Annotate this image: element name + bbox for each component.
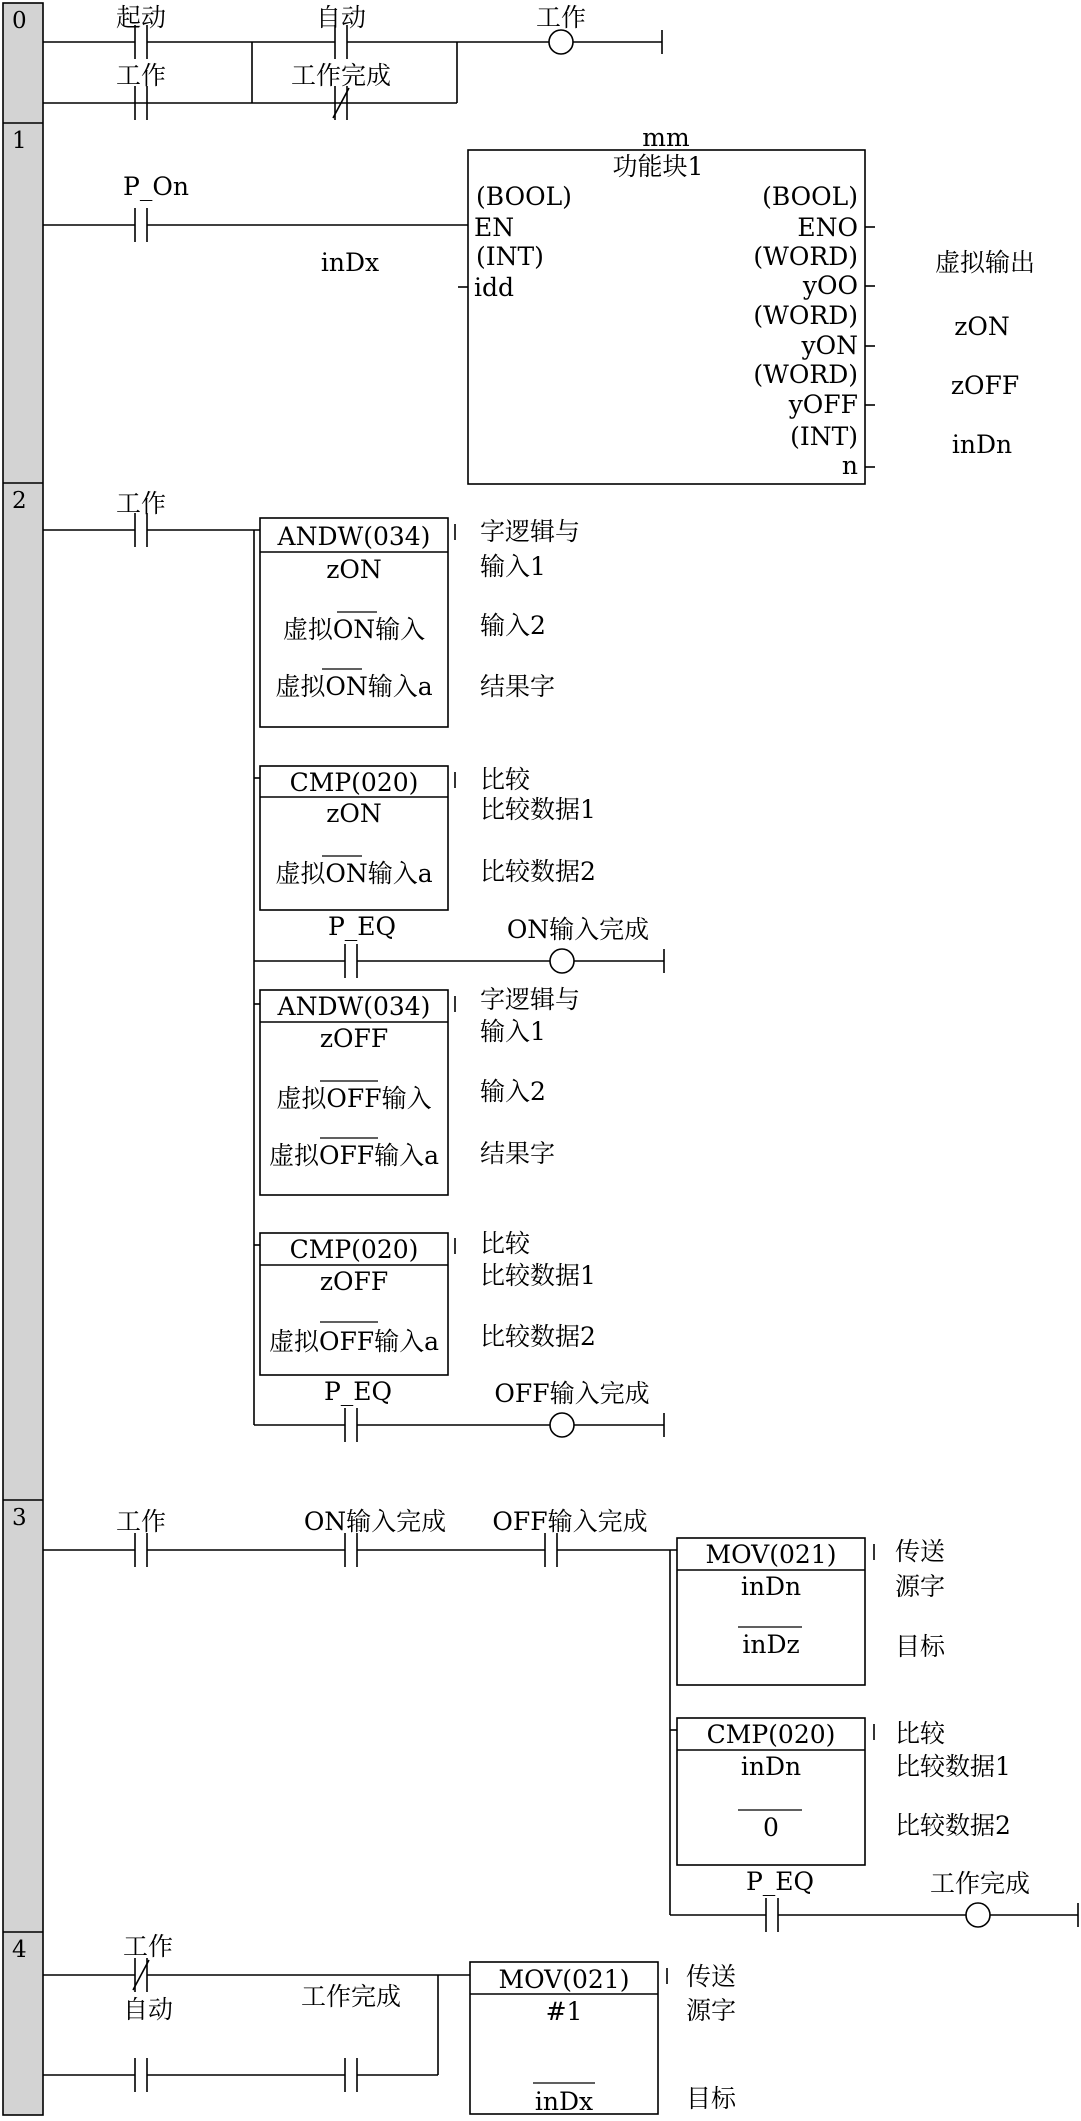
block-cmp-3-note-1: 比较数据1 — [895, 1752, 1011, 1781]
label-work-r3: 工作 — [115, 1507, 167, 1536]
label-p-on: P_On — [123, 172, 189, 201]
block-andw-1-name: ANDW(034) — [277, 522, 431, 551]
block-cmp-3-note-2: 比较数据2 — [895, 1811, 1011, 1840]
fb-name: 功能块1 — [612, 152, 704, 181]
fb-out-yoff: yOFF — [788, 390, 858, 419]
block-cmp-2-op-1: zOFF — [319, 1267, 389, 1296]
fb-out-yoo: yOO — [802, 271, 858, 300]
fb-out-type-n: (INT) — [790, 422, 858, 451]
block-andw-2-note-2: 输入2 — [480, 1077, 546, 1106]
coil-work-done — [966, 1903, 990, 1927]
block-andw-2-op-3: 虚拟OFF输入a — [268, 1141, 440, 1170]
fb-out-type-yoff: (WORD) — [753, 360, 858, 389]
label-work-done-r4: 工作完成 — [300, 1982, 402, 2011]
rung-number-0: 0 — [12, 8, 27, 34]
block-andw-2-name: ANDW(034) — [277, 992, 431, 1021]
block-mov-1-op-2: inDz — [742, 1630, 800, 1659]
label-coil-work-done: 工作完成 — [929, 1869, 1031, 1898]
block-andw-1-note-2: 输入2 — [480, 611, 546, 640]
label-work-seal: 工作 — [115, 61, 167, 90]
block-cmp-2-op-2: 虚拟OFF输入a — [268, 1327, 440, 1356]
fb-output-var-2: zOFF — [950, 371, 1020, 400]
label-work-done: 工作完成 — [290, 61, 392, 90]
block-cmp-3-name: CMP(020) — [706, 1720, 836, 1749]
block-mov-1-note-2: 目标 — [895, 1632, 946, 1661]
block-andw-2-note-1: 输入1 — [480, 1017, 546, 1046]
label-off-input-done-r3: OFF输入完成 — [492, 1507, 648, 1536]
label-p-eq-3: P_EQ — [745, 1867, 815, 1896]
block-mov-2-op-1: #1 — [545, 1997, 583, 2026]
label-auto-r4: 自动 — [122, 1995, 174, 2024]
block-cmp-1-op-2: 虚拟ON输入a — [275, 859, 433, 888]
fb-out-type-yon: (WORD) — [753, 301, 858, 330]
fb-out-yon: yON — [801, 331, 858, 360]
fb-in-en: EN — [474, 213, 515, 242]
fb-out-type-yoo: (WORD) — [753, 242, 858, 271]
block-mov-2-name: MOV(021) — [498, 1965, 630, 1994]
rung-number-3: 3 — [12, 1505, 27, 1531]
label-p-eq-2: P_EQ — [323, 1377, 393, 1406]
fb-out-eno: ENO — [797, 213, 858, 242]
block-andw-2-op-2: 虚拟OFF输入 — [276, 1084, 432, 1113]
label-coil-work: 工作 — [535, 3, 587, 32]
rung-number-4: 4 — [12, 1937, 27, 1963]
label-on-input-done-r3: ON输入完成 — [303, 1507, 447, 1536]
fb-in-idd: idd — [474, 273, 515, 302]
block-cmp-3-function: 比较 — [895, 1719, 946, 1748]
block-mov-2-function: 传送 — [686, 1962, 737, 1991]
block-mov-2-note-2: 目标 — [686, 2084, 737, 2113]
fb-in-type-idd: (INT) — [476, 242, 544, 271]
block-andw-1-note-1: 输入1 — [480, 552, 546, 581]
fb-out-type-eno: (BOOL) — [762, 182, 858, 211]
block-mov-2-note-1: 源字 — [686, 1996, 737, 2025]
coil-off-input-done — [550, 1413, 574, 1437]
fb-output-var-3: inDn — [951, 430, 1013, 459]
rung-number-1: 1 — [12, 128, 27, 154]
label-auto: 自动 — [315, 3, 367, 32]
block-mov-1-op-1: inDn — [740, 1572, 802, 1601]
label-work-r2: 工作 — [115, 489, 167, 518]
block-mov-1-function: 传送 — [895, 1537, 946, 1566]
block-andw-1-op-2: 虚拟ON输入 — [282, 615, 426, 644]
block-andw-1-note-3: 结果字 — [480, 672, 556, 701]
block-andw-2-note-3: 结果字 — [480, 1139, 556, 1168]
fb-input-var: inDx — [320, 248, 380, 277]
block-mov-2-op-2: inDx — [534, 2087, 594, 2116]
block-mov-1-name: MOV(021) — [705, 1540, 837, 1569]
label-p-eq-1: P_EQ — [327, 912, 397, 941]
label-off-input-done: OFF输入完成 — [494, 1379, 650, 1408]
block-cmp-1-function: 比较 — [480, 765, 531, 794]
coil-on-input-done — [550, 949, 574, 973]
fb-output-var-1: zON — [954, 312, 1010, 341]
block-cmp-2-name: CMP(020) — [289, 1235, 419, 1264]
block-cmp-3-op-2: 0 — [763, 1813, 779, 1842]
block-cmp-1-note-2: 比较数据2 — [480, 857, 596, 886]
left-power-rail — [3, 3, 43, 2115]
coil-work — [549, 30, 573, 54]
block-cmp-2-note-2: 比较数据2 — [480, 1322, 596, 1351]
block-andw-2-op-1: zOFF — [319, 1024, 389, 1053]
label-start: 起动 — [115, 3, 167, 32]
rung-number-2: 2 — [12, 488, 27, 514]
block-cmp-1-name: CMP(020) — [289, 768, 419, 797]
block-cmp-2-function: 比较 — [480, 1229, 531, 1258]
fb-in-type-en: (BOOL) — [476, 182, 572, 211]
fb-instance: mm — [642, 123, 690, 152]
label-on-input-done: ON输入完成 — [506, 915, 650, 944]
block-andw-1-op-1: zON — [326, 555, 382, 584]
block-andw-1-op-3: 虚拟ON输入a — [275, 672, 433, 701]
block-cmp-1-note-1: 比较数据1 — [480, 795, 596, 824]
block-cmp-2-note-1: 比较数据1 — [480, 1261, 596, 1290]
block-andw-2-function: 字逻辑与 — [480, 985, 581, 1014]
block-cmp-3-op-1: inDn — [740, 1752, 802, 1781]
rung-2 — [43, 513, 664, 1442]
block-mov-1-note-1: 源字 — [895, 1572, 946, 1601]
label-work-nc: 工作 — [122, 1932, 174, 1961]
fb-output-var-0: 虚拟输出 — [934, 248, 1036, 277]
block-cmp-1-op-1: zON — [326, 799, 382, 828]
fb-out-n: n — [841, 451, 858, 480]
block-andw-1-function: 字逻辑与 — [480, 517, 581, 546]
